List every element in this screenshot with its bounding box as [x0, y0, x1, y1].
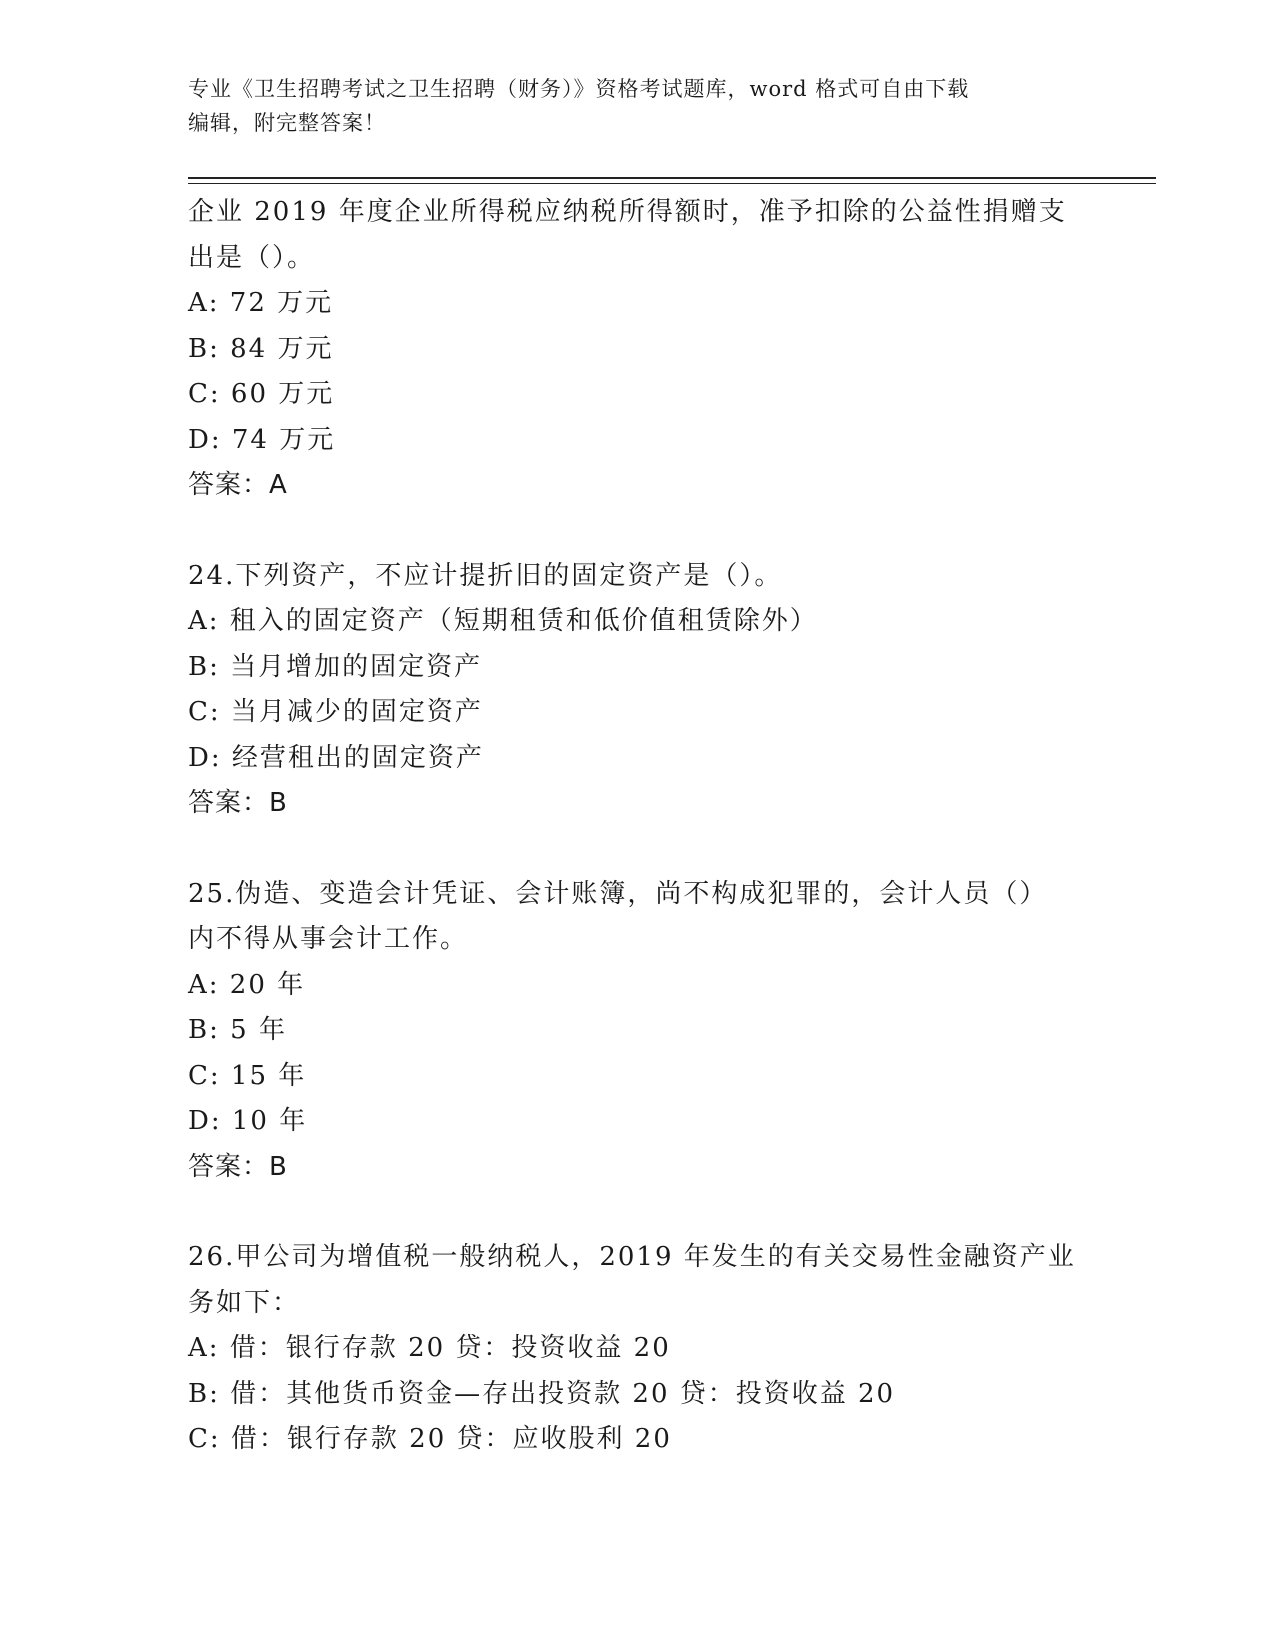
document-header: [188, 72, 1088, 140]
question-stem-line: 24.下列资产，不应计提折旧的固定资产是（）。: [188, 560, 783, 591]
question-block: [188, 554, 1088, 827]
option-d: D: 经营租出的固定资产: [188, 742, 484, 773]
header-line-1: 专业《卫生招聘考试之卫生招聘（财务）》资格考试题库，word 格式可自由下载: [188, 77, 970, 101]
question-block: [188, 1235, 1088, 1463]
header-divider-thick: [188, 177, 1156, 179]
option-b: B: 84 万元: [188, 333, 334, 364]
question-stem-line: 25.伪造、变造会计凭证、会计账簿，尚不构成犯罪的，会计人员（）: [188, 878, 1048, 909]
option-c: C: 当月减少的固定资产: [188, 697, 483, 727]
header-line-2: 编辑，附完整答案！: [188, 111, 386, 135]
question-block: [188, 190, 1088, 509]
option-d: D: 10 年: [188, 1106, 308, 1136]
option-a: A: 72 万元: [188, 288, 334, 318]
option-b: B: 当月增加的固定资产: [188, 651, 483, 682]
option-c: C: 借：银行存款 20 贷：应收股利 20: [188, 1424, 672, 1454]
option-a: A: 租入的固定资产（短期租赁和低价值租赁除外）: [188, 606, 818, 636]
option-b: B: 5 年: [188, 1015, 287, 1045]
option-d: D: 74 万元: [188, 424, 336, 455]
option-c: C: 60 万元: [188, 379, 335, 409]
answer-line: 答案：A: [188, 470, 288, 500]
question-stem-line: 出是（）。: [188, 242, 316, 273]
option-b: B: 借：其他货币资金—存出投资款 20 贷：投资收益 20: [188, 1378, 896, 1409]
question-stem-line: 26.甲公司为增值税一般纳税人，2019 年发生的有关交易性金融资产业: [188, 1242, 1076, 1272]
question-stem-line: 内不得从事会计工作。: [188, 924, 469, 954]
question-stem-line: 企业 2019 年度企业所得税应纳税所得额时，准予扣除的公益性捐赠支: [188, 197, 1067, 227]
option-a: A: 借：银行存款 20 贷：投资收益 20: [188, 1333, 671, 1363]
question-stem-line: 务如下：: [188, 1287, 301, 1318]
option-c: C: 15 年: [188, 1060, 307, 1091]
header-divider-thin: [188, 183, 1156, 184]
question-list: [188, 190, 1088, 1508]
question-block: [188, 872, 1088, 1191]
answer-line: 答案：B: [188, 1151, 288, 1182]
answer-line: 答案：B: [188, 788, 288, 818]
option-a: A: 20 年: [188, 969, 306, 1000]
